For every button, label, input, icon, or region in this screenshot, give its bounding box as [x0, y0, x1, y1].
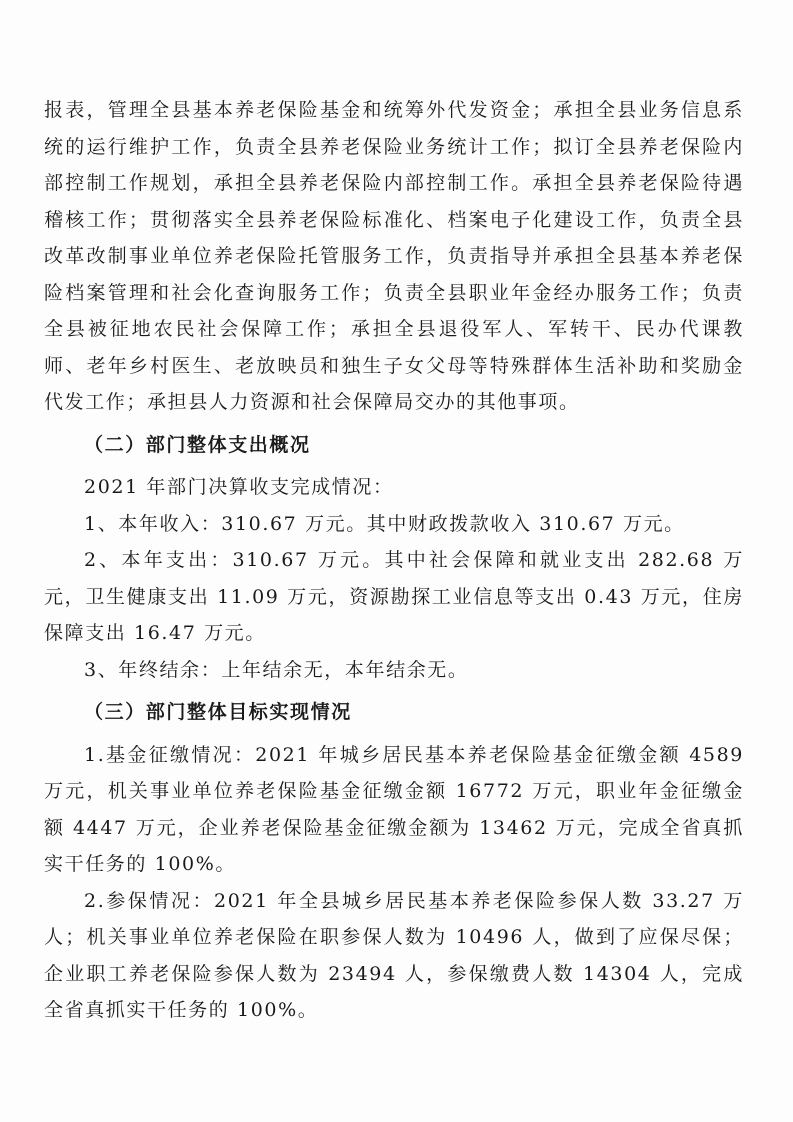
expenditure-paragraph: 2、本年支出：310.67 万元。其中社会保障和就业支出 282.68 万元，卫生健康支出 11.09 万元，资源勘探工业信息等支出 0.43 万元，住房保障支出 16.47 万元。	[44, 549, 744, 644]
balance-paragraph: 3、年终结余：上年结余无，本年结余无。	[84, 658, 469, 681]
insurance-enrollment-paragraph: 2.参保情况：2021 年全县城乡居民基本养老保险参保人数 33.27 万人；机关事业单位养老保险在职参保人数为 10496 人，做到了应保尽保；企业职工养老保险参保人数为 23494 人，参保缴费人数 14304 人，完成全省真抓实干任务的 100%。	[44, 889, 744, 1021]
document-body	[44, 92, 744, 1029]
section-heading-expenditure-overview: （二）部门整体支出概况	[84, 433, 311, 456]
intro-paragraph: 报表，管理全县基本养老保险基金和统筹外代发资金；承担全县业务信息系统的运行维护工作，负责全县养老保险业务统计工作；拟订全县养老保险内部控制工作规划，承担全县养老保险内部控制工作。承担全县养老保险待遇稽核工作；贯彻落实全县养老保险标准化、档案电子化建设工作，负责全县改革改制事业单位养老保险托管服务工作，负责指导并承担全县基本养老保险档案管理和社会化查询服务工作；负责全县职业年金经办服务工作；负责全县被征地农民社会保障工作；承担全县退役军人、军转干、民办代课教师、老年乡村医生、老放映员和独生子女父母等特殊群体生活补助和奖励金代发工作；承担县人力资源和社会保障局交办的其他事项。	[44, 99, 744, 413]
fund-collection-paragraph: 1.基金征缴情况：2021 年城乡居民基本养老保险基金征缴金额 4589 万元，机关事业单位养老保险基金征缴金额 16772 万元，职业年金征缴金额 4447 万元，企业养老保险基金征缴金额为 13462 万元，完成全省真抓实干任务的 100%。	[44, 743, 744, 875]
income-paragraph: 1、本年收入：310.67 万元。其中财政拨款收入 310.67 万元。	[84, 512, 685, 535]
section-heading-target-achievement: （三）部门整体目标实现情况	[84, 701, 352, 723]
final-accounts-lead: 2021 年部门决算收支完成情况：	[84, 476, 394, 498]
